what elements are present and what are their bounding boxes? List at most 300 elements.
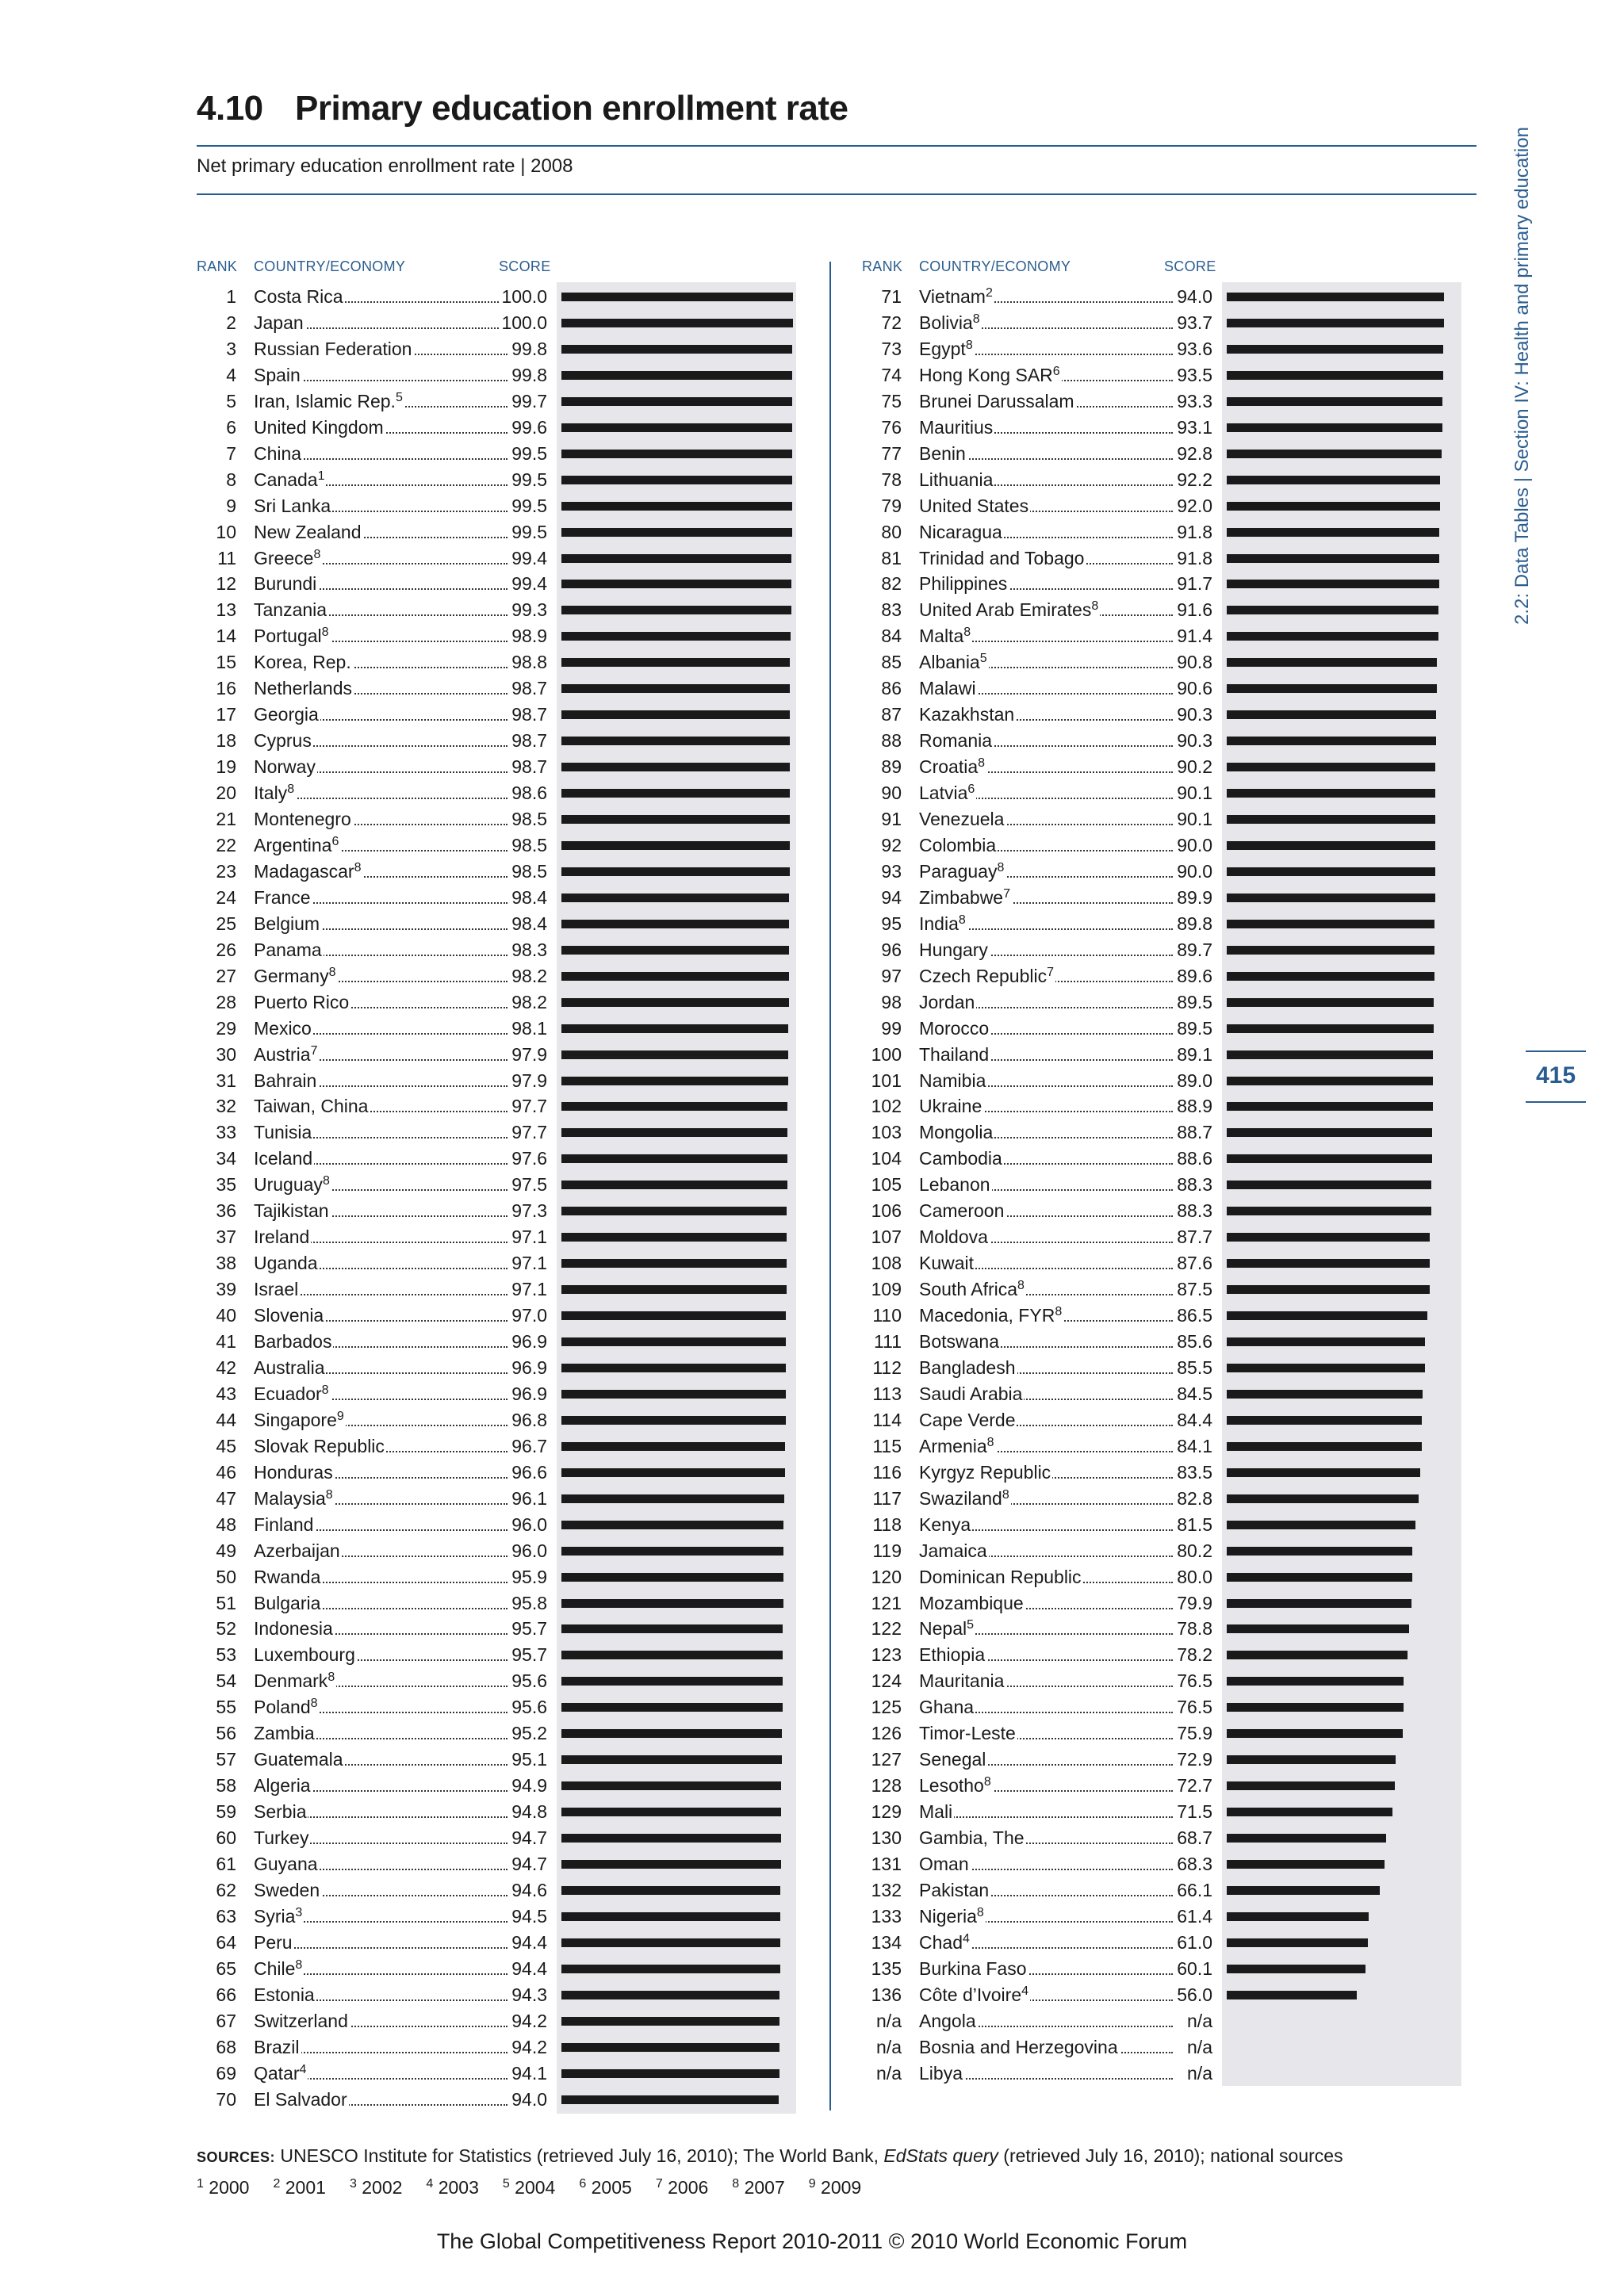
country-name (254, 1174, 331, 1195)
country-cell (254, 1720, 508, 1747)
country-name-text: Estonia (254, 1984, 315, 2005)
score-bar (561, 1494, 784, 1503)
country-name (919, 1854, 971, 1874)
country-cell (254, 1198, 508, 1224)
score-bar (561, 580, 791, 588)
rank-cell: 103 (871, 1122, 902, 1143)
country-cell (254, 1119, 508, 1146)
score-cell: 96.1 (510, 1486, 547, 1512)
country-cell (254, 1407, 508, 1433)
score-cell: 76.5 (1175, 1668, 1212, 1694)
table-row (197, 963, 799, 989)
country-cell (254, 1982, 508, 2008)
score-bar (1227, 554, 1439, 563)
score-cell: 76.5 (1175, 1694, 1212, 1720)
score-cell: 98.7 (510, 728, 547, 754)
footnote-marker: 8 (310, 1697, 318, 1711)
country-name-text: Romania (919, 730, 993, 752)
country-cell (919, 2061, 1173, 2087)
rank-cell: 13 (216, 599, 236, 621)
score-cell: 97.9 (510, 1042, 547, 1068)
rank-cell: 135 (871, 1957, 902, 1979)
country-cell (919, 675, 1173, 702)
country-name (254, 783, 296, 803)
country-name (919, 756, 986, 777)
table-row (862, 1016, 1465, 1042)
table-row (197, 1799, 799, 1825)
country-name (254, 1357, 326, 1378)
country-name-text: Puerto Rico (254, 991, 350, 1012)
score-cell: 94.6 (510, 1877, 547, 1904)
score-cell: 95.8 (510, 1590, 547, 1617)
country-name-text: Luxembourg (254, 1644, 355, 1666)
country-name-text: Tanzania (254, 599, 327, 621)
country-name (919, 1410, 1017, 1430)
table-row (862, 493, 1465, 519)
country-name (919, 1593, 1025, 1613)
rank-cell: 55 (216, 1697, 236, 1718)
table-row (862, 1747, 1465, 1773)
country-name-text: Barbados (254, 1331, 332, 1352)
score-bar (1227, 345, 1443, 354)
table-row (862, 415, 1465, 441)
score-cell: 99.3 (510, 597, 547, 623)
country-header-right: COUNTRY/ECONOMY (919, 258, 1071, 274)
country-name (254, 1018, 313, 1039)
score-bar (561, 1468, 785, 1477)
country-cell (254, 702, 508, 728)
score-cell: 94.0 (510, 2087, 547, 2113)
country-name-text: Mauritius (919, 416, 994, 438)
score-cell: 93.5 (1175, 362, 1212, 388)
score-cell: 75.9 (1175, 1720, 1212, 1747)
score-cell: 95.6 (510, 1668, 547, 1694)
score-cell: 98.1 (510, 1016, 547, 1042)
country-name (254, 496, 332, 516)
score-cell: 90.2 (1175, 754, 1212, 780)
leader-dots (919, 1816, 1173, 1818)
score-bar (561, 2017, 779, 2026)
score-bar (561, 867, 790, 876)
rank-cell: 32 (216, 1096, 236, 1117)
country-name-text: Brazil (254, 2036, 300, 2057)
rank-cell: 130 (871, 1827, 902, 1849)
country-name (254, 1593, 322, 1613)
country-name (254, 913, 321, 934)
table-row (862, 1093, 1465, 1119)
table-row (862, 1250, 1465, 1276)
country-cell (919, 1119, 1173, 1146)
page-title (197, 89, 848, 128)
country-name (919, 469, 994, 490)
table-row (197, 754, 799, 780)
country-cell (919, 989, 1173, 1016)
footnote-year: 2005 (586, 2177, 632, 2198)
score-bar (1227, 371, 1443, 380)
country-cell (254, 1486, 508, 1512)
country-name (919, 626, 972, 646)
country-cell (254, 284, 508, 310)
country-name (919, 1775, 993, 1796)
score-bar (1227, 1599, 1411, 1608)
rank-cell: 50 (216, 1566, 236, 1587)
table-row (197, 1042, 799, 1068)
score-bar (561, 371, 792, 380)
footnote-marker: 5 (395, 390, 403, 404)
footnote-marker: 6 (1052, 364, 1060, 378)
table-row (862, 1486, 1465, 1512)
score-cell: 98.4 (510, 885, 547, 911)
column-separator (829, 262, 831, 2110)
rank-cell: 106 (871, 1200, 902, 1222)
country-name-text: Finland (254, 1513, 314, 1535)
score-bar (561, 1938, 780, 1947)
rank-cell: 83 (881, 599, 902, 621)
table-row (197, 1877, 799, 1904)
score-bar (561, 1337, 786, 1346)
table-row (862, 1616, 1465, 1642)
table-row (862, 1538, 1465, 1564)
country-cell (919, 1930, 1173, 1956)
country-name (919, 1488, 1011, 1509)
score-bar (561, 1547, 783, 1556)
country-name (254, 1514, 315, 1535)
score-bar (1227, 1128, 1432, 1137)
rank-cell: 102 (871, 1096, 902, 1117)
footnote-marker: 8 (958, 913, 966, 927)
country-name-text: Libya (919, 2062, 963, 2084)
score-cell: 80.2 (1175, 1538, 1212, 1564)
rank-cell: 122 (871, 1618, 902, 1640)
footnote-year: 2002 (356, 2177, 403, 2198)
country-name (919, 1801, 954, 1822)
country-name-text: Mauritania (919, 1670, 1005, 1692)
table-row (197, 1564, 799, 1590)
country-name (254, 861, 362, 882)
rank-cell: 94 (881, 886, 902, 908)
country-name-text: Taiwan, China (254, 1096, 369, 1117)
rank-cell: 136 (871, 1984, 902, 2005)
country-name-text: Portugal (254, 626, 322, 647)
table-row (862, 623, 1465, 649)
rank-cell: 54 (216, 1670, 236, 1692)
score-bar (1227, 1364, 1425, 1372)
country-name-text: Ethiopia (919, 1644, 986, 1666)
footnote-marker: 6 (967, 783, 975, 797)
table-row (862, 1146, 1465, 1172)
rank-cell: 92 (881, 834, 902, 855)
country-cell (919, 1224, 1173, 1250)
footnote-marker: 8 (976, 1905, 984, 1919)
country-cell (254, 441, 508, 467)
country-name (254, 1305, 325, 1326)
table-title: Primary education enrollment rate (295, 89, 848, 128)
country-name-text: Qatar (254, 2062, 300, 2084)
country-cell (254, 1460, 508, 1486)
country-cell (254, 937, 508, 963)
country-name (254, 1567, 322, 1587)
country-name (919, 1514, 972, 1535)
score-bar (1227, 684, 1437, 693)
rank-cell: 87 (881, 704, 902, 725)
table-row (197, 675, 799, 702)
table-row (197, 1851, 799, 1877)
country-name-text: Serbia (254, 1801, 307, 1823)
footnote-marker: 8 (325, 1487, 333, 1502)
score-cell: 88.9 (1175, 1093, 1212, 1119)
country-name (919, 286, 994, 307)
score-bar (561, 1233, 787, 1242)
footnote-number: 5 (502, 2177, 510, 2191)
country-name (254, 1488, 335, 1509)
country-name (919, 1226, 990, 1247)
score-cell: 90.0 (1175, 859, 1212, 885)
rank-cell: 56 (216, 1723, 236, 1744)
country-name (254, 339, 413, 359)
country-cell (919, 937, 1173, 963)
rank-cell: 37 (216, 1226, 236, 1248)
country-name (919, 1932, 971, 1953)
rank-cell: 131 (871, 1854, 902, 1874)
country-cell (919, 1042, 1173, 1068)
country-name (254, 1670, 336, 1691)
score-bar (1227, 920, 1434, 928)
footnote-marker: 2 (985, 286, 993, 300)
country-name-text: Mozambique (919, 1592, 1024, 1613)
country-name (254, 1540, 342, 1561)
country-cell (254, 2034, 508, 2061)
sources-text-before: UNESCO Institute for Statistics (retrieved July 16, 2010); The World Bank, (275, 2145, 884, 2166)
rank-cell: 62 (216, 1879, 236, 1900)
country-cell (919, 780, 1173, 806)
rank-cell: 49 (216, 1540, 236, 1561)
country-name (254, 809, 353, 829)
table-row (862, 441, 1465, 467)
rank-cell: 80 (881, 521, 902, 542)
country-name-text: Cambodia (919, 1148, 1002, 1169)
score-bar (1227, 1912, 1369, 1921)
footnote-number: 9 (808, 2177, 816, 2191)
rank-header-left: RANK (197, 258, 238, 274)
country-name-text: Turkey (254, 1827, 309, 1849)
table-row (862, 1172, 1465, 1198)
country-cell (919, 310, 1173, 336)
score-cell: 94.3 (510, 1982, 547, 2008)
country-name-text: Argentina (254, 834, 332, 855)
table-row (862, 2008, 1465, 2034)
score-bar (561, 894, 789, 902)
rank-cell: 99 (881, 1017, 902, 1039)
country-cell (254, 1616, 508, 1642)
country-name (254, 1383, 331, 1404)
country-cell (254, 859, 508, 885)
score-bar (1227, 450, 1442, 458)
score-cell: 83.5 (1175, 1460, 1212, 1486)
country-cell (919, 1616, 1173, 1642)
country-name-text: Bulgaria (254, 1592, 321, 1613)
footnote-marker: 8 (997, 860, 1005, 874)
score-bar (1227, 502, 1440, 511)
country-name-text: Mongolia (919, 1122, 994, 1143)
score-cell: 89.9 (1175, 885, 1212, 911)
country-name-text: Dominican Republic (919, 1566, 1082, 1587)
score-bar (561, 1128, 787, 1137)
table-row (197, 832, 799, 859)
country-name-text: Latvia (919, 783, 968, 804)
table-row (862, 519, 1465, 545)
table-row (197, 911, 799, 937)
rank-cell: 51 (216, 1592, 236, 1613)
score-cell: 96.8 (510, 1407, 547, 1433)
score-cell: 99.8 (510, 336, 547, 362)
country-cell (254, 1224, 508, 1250)
country-name-text: Saudi Arabia (919, 1383, 1023, 1404)
score-bar (1227, 1285, 1430, 1294)
country-name-text: Botswana (919, 1331, 1000, 1352)
rank-cell: 88 (881, 730, 902, 752)
score-cell: 92.0 (1175, 493, 1212, 519)
score-cell: 97.0 (510, 1303, 547, 1329)
score-cell: 61.4 (1175, 1904, 1212, 1930)
country-name (919, 809, 1005, 829)
country-name (254, 730, 313, 751)
score-cell: 61.0 (1175, 1930, 1212, 1956)
table-row (197, 545, 799, 572)
score-cell: 84.5 (1175, 1381, 1212, 1407)
score-bar (561, 1521, 783, 1529)
country-cell (254, 1250, 508, 1276)
country-name-text: Lesotho (919, 1775, 984, 1797)
table-row (197, 649, 799, 675)
country-cell (919, 284, 1173, 310)
rank-cell: 112 (872, 1357, 902, 1378)
country-name-text: Panama (254, 939, 322, 960)
country-name-text: Nepal (919, 1618, 967, 1640)
country-name-text: Slovenia (254, 1305, 324, 1326)
score-cell: n/a (1185, 2061, 1212, 2087)
country-name (254, 1044, 320, 1065)
score-cell: 86.5 (1175, 1303, 1212, 1329)
table-row (862, 754, 1465, 780)
country-cell (254, 1093, 508, 1119)
country-cell (254, 1747, 508, 1773)
score-cell: 91.4 (1175, 623, 1212, 649)
country-cell (254, 1564, 508, 1590)
score-cell: 98.5 (510, 806, 547, 832)
rank-cell: 31 (216, 1070, 236, 1091)
rank-cell: 57 (216, 1749, 236, 1770)
rank-cell: 20 (216, 783, 236, 804)
country-cell (919, 2008, 1173, 2034)
country-cell (254, 1512, 508, 1538)
footnote-item (273, 2177, 325, 2198)
rank-cell: 78 (881, 469, 902, 490)
score-cell: 98.3 (510, 937, 547, 963)
country-name-text: Mali (919, 1801, 953, 1823)
rank-cell: 42 (216, 1357, 236, 1378)
country-cell (919, 728, 1173, 754)
table-row (197, 885, 799, 911)
score-bar (561, 946, 789, 955)
table-row (862, 1198, 1465, 1224)
rank-cell: 26 (216, 939, 236, 960)
country-cell (919, 1172, 1173, 1198)
rank-cell: 77 (881, 442, 902, 464)
rank-cell: 117 (872, 1487, 902, 1509)
footnote-marker: 8 (1017, 1279, 1025, 1293)
country-name (919, 1148, 1004, 1169)
page-number-rule-bottom (1526, 1101, 1586, 1103)
score-cell: 87.6 (1175, 1250, 1212, 1276)
score-cell: 90.6 (1175, 675, 1212, 702)
footnote-year: 2000 (203, 2177, 250, 2198)
table-row (862, 545, 1465, 572)
country-name-text: China (254, 442, 302, 464)
rank-cell: 124 (871, 1670, 902, 1692)
score-cell: n/a (1185, 2008, 1212, 2034)
score-cell: 99.5 (510, 441, 547, 467)
rank-cell: 133 (871, 1905, 902, 1927)
country-name (254, 1148, 314, 1169)
rank-cell: 19 (216, 756, 236, 778)
country-cell (919, 571, 1173, 597)
score-bar (1227, 1521, 1415, 1529)
score-bar (1227, 894, 1435, 902)
country-name-text: Angola (919, 2010, 976, 2031)
country-name (919, 1462, 1052, 1483)
table-row (197, 1904, 799, 1930)
country-name (919, 1331, 1001, 1352)
country-name-text: Austria (254, 1043, 311, 1065)
footnote-number: 4 (426, 2177, 434, 2191)
country-name (254, 1096, 370, 1116)
table-row (197, 1720, 799, 1747)
score-bar (1227, 815, 1435, 824)
table-row (197, 1068, 799, 1094)
country-name-text: Egypt (919, 338, 966, 359)
country-cell (254, 415, 508, 441)
country-name-text: Armenia (919, 1435, 987, 1456)
rank-cell: 22 (216, 834, 236, 855)
footnote-year: 2001 (280, 2177, 326, 2198)
table-row (197, 780, 799, 806)
score-cell: 88.7 (1175, 1119, 1212, 1146)
footnote-marker: 7 (310, 1043, 318, 1058)
score-cell: 98.7 (510, 675, 547, 702)
table-row (862, 937, 1465, 963)
score-bar (561, 1860, 781, 1869)
country-cell (919, 1956, 1173, 1982)
rank-cell: 5 (226, 390, 236, 411)
table-row (862, 832, 1465, 859)
table-row (862, 1904, 1465, 1930)
country-name (254, 1932, 294, 1953)
country-cell (254, 1773, 508, 1799)
country-name-text: Kenya (919, 1513, 971, 1535)
country-cell (254, 1381, 508, 1407)
table-row (862, 989, 1465, 1016)
footnote-number: 8 (732, 2177, 740, 2191)
country-name (254, 1723, 316, 1743)
table-row (862, 1982, 1465, 2008)
country-name (254, 756, 317, 777)
country-cell (254, 1538, 508, 1564)
country-cell (919, 1668, 1173, 1694)
score-bar (1227, 1991, 1357, 1999)
footnote-marker: 7 (1047, 965, 1054, 979)
footnote-item (809, 2177, 861, 2198)
country-name-text: Bahrain (254, 1070, 317, 1091)
